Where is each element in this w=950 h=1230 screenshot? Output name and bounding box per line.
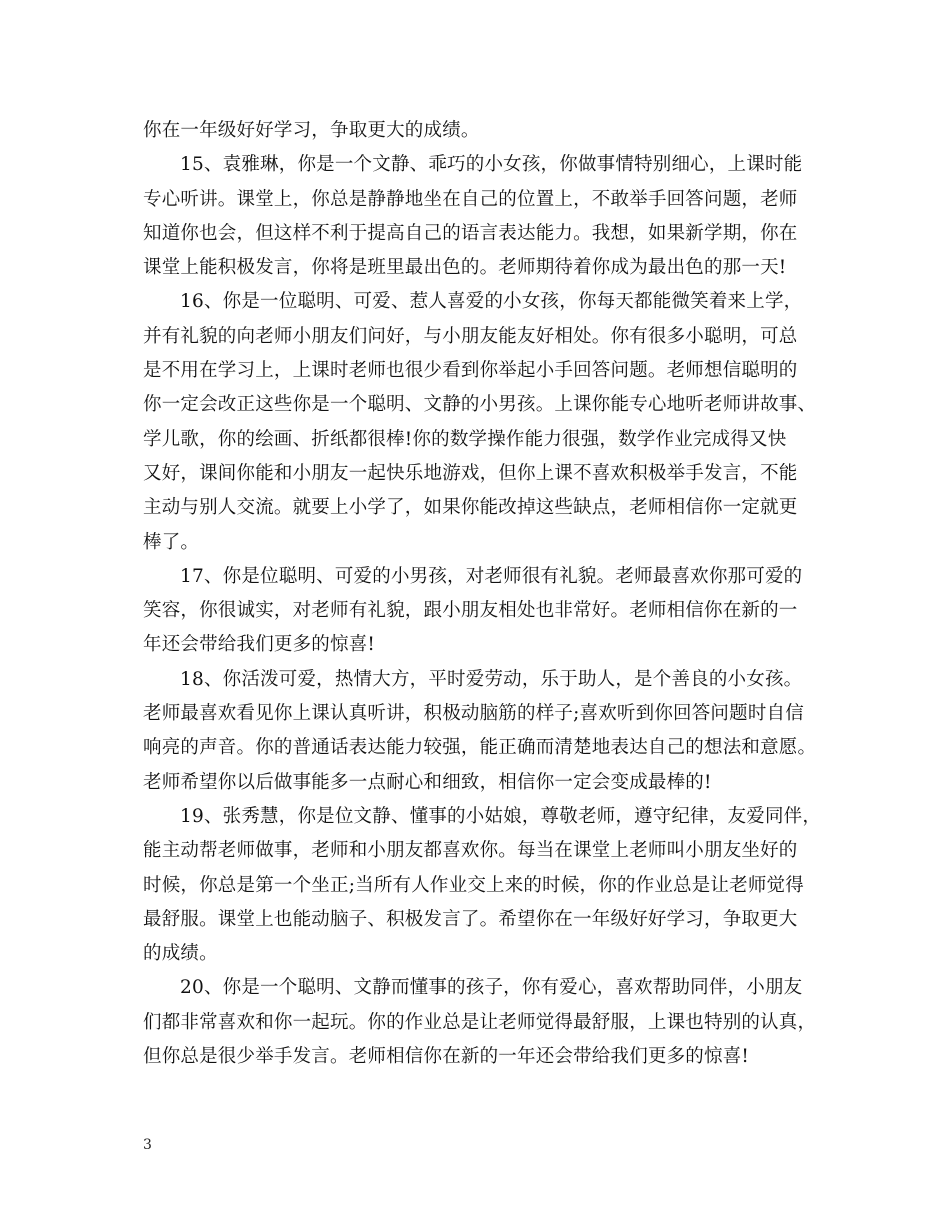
text-line: 你在一年级好好学习，争取更大的成绩。 [143,120,480,141]
text-line: 主动与别人交流。就要上小学了，如果你能改掉这些缺点，老师相信你一定就更 [143,497,798,519]
text-line: 是不用在学习上，上课时老师也很少看到你举起小手回答问题。老师想信聪明的 [143,360,798,382]
text-line: 又好，课间你能和小朋友一起快乐地游戏，但你上课不喜欢积极举手发言，不能 [143,462,798,484]
text-line: 学儿歌，你的绘画、折纸都很棒!你的数学操作能力很强，数学作业完成得又快 [143,428,787,450]
text-line: 能主动帮老师做事，老师和小朋友都喜欢你。每当在课堂上老师叫小朋友坐好的 [143,840,798,862]
paragraph-first-line: 15、袁雅琳，你是一个文静、乖巧的小女孩，你做事情特别细心，上课时能 [180,154,803,176]
paragraph-first-line: 19、张秀慧，你是位文静、懂事的小姑娘，尊敬老师，遵守纪律，友爱同伴， [180,805,822,827]
paragraph-first-line: 20、你是一个聪明、文静而懂事的孩子，你有爱心，喜欢帮助同伴，小朋友 [180,977,803,999]
text-line: 们都非常喜欢和你一起玩。你的作业总是让老师觉得最舒服，上课也特别的认真， [143,1011,817,1033]
page-number: 3 [143,1137,152,1153]
paragraph-first-line: 18、你活泼可爱，热情大方，平时爱劳动，乐于助人，是个善良的小女孩。 [180,668,803,690]
text-line: 棒了。 [143,531,200,553]
paragraph-first-line: 16、你是一位聪明、可爱、惹人喜爱的小女孩，你每天都能微笑着来上学， [180,291,803,313]
text-line: 的成绩。 [143,943,218,965]
text-line: 年还会带给我们更多的惊喜! [143,634,376,656]
text-line: 老师最喜欢看见你上课认真听讲，积极动脑筋的样子;喜欢听到你回答问题时自信 [143,703,804,725]
text-line: 时候，你总是第一个坐正;当所有人作业交上来的时候，你的作业总是让老师觉得 [143,874,804,896]
text-line: 最舒服。课堂上也能动脑子、积极发言了。希望你在一年级好好学习，争取更大 [143,908,798,930]
text-line: 专心听讲。课堂上，你总是静静地坐在自己的位置上，不敢举手回答问题，老师 [143,188,798,210]
text-line: 并有礼貌的向老师小朋友们问好，与小朋友能友好相处。你有很多小聪明，可总 [143,325,798,347]
text-line: 老师希望你以后做事能多一点耐心和细致，相信你一定会变成最棒的! [143,771,712,793]
text-line: 知道你也会，但这样不利于提高自己的语言表达能力。我想，如果新学期，你在 [143,222,798,244]
text-line: 响亮的声音。你的普通话表达能力较强，能正确而清楚地表达自己的想法和意愿。 [143,737,817,759]
text-line: 课堂上能积极发言，你将是班里最出色的。老师期待着你成为最出色的那一天! [143,257,787,279]
document-body [143,114,822,1074]
text-line: 你一定会改正这些你是一个聪明、文静的小男孩。上课你能专心地听老师讲故事、 [143,394,817,416]
text-line: 笑容，你很诚实，对老师有礼貌，跟小朋友相处也非常好。老师相信你在新的一 [143,600,798,622]
text-line: 但你总是很少举手发言。老师相信你在新的一年还会带给我们更多的惊喜! [143,1046,750,1068]
paragraph-first-line: 17、你是位聪明、可爱的小男孩，对老师很有礼貌。老师最喜欢你那可爱的 [180,565,803,587]
